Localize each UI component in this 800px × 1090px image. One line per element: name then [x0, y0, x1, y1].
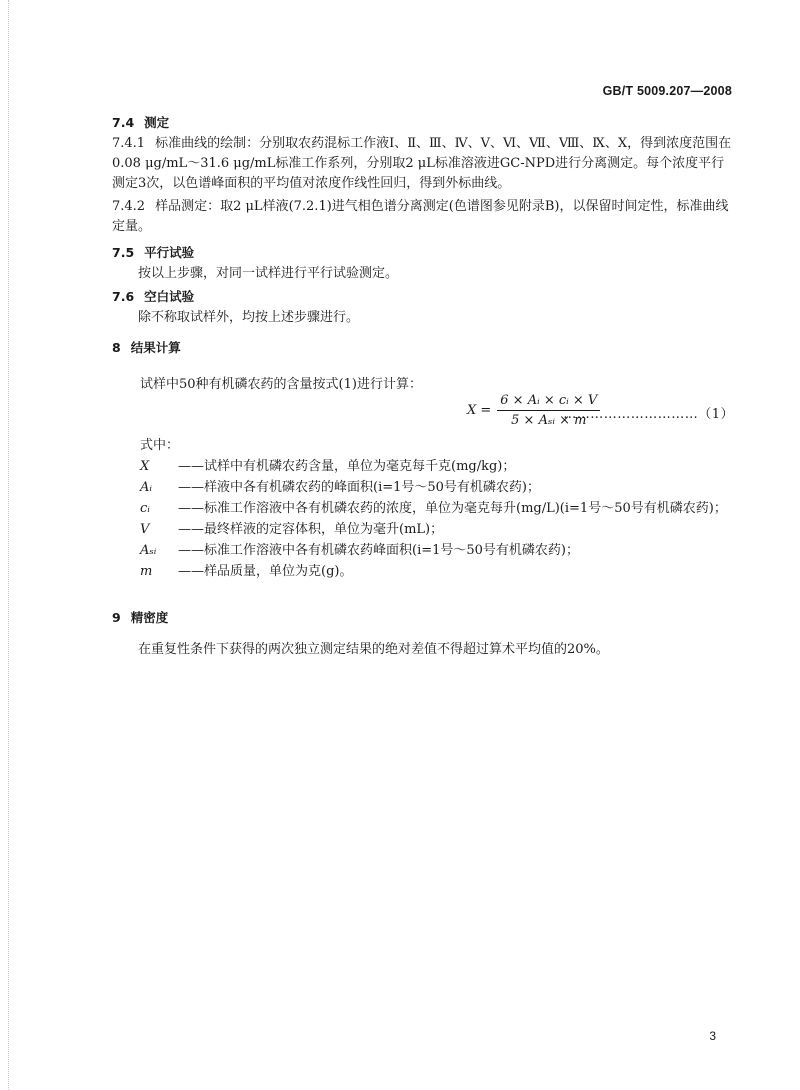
section-title: 精密度 [130, 610, 169, 625]
variable-description: 最终样液的定容体积，单位为毫升(mL)； [204, 522, 444, 537]
variable-symbol: V [140, 522, 150, 537]
scan-edge-dots [8, 0, 9, 1090]
section-7-5-text: 按以上步骤，对同一试样进行平行试验测定。 [138, 266, 399, 281]
formula-1 [112, 393, 734, 433]
section-9-heading [112, 608, 734, 628]
formula-lhs: X = [467, 403, 492, 418]
variable-dash: —— [178, 564, 204, 579]
variable-row [140, 540, 734, 561]
variable-dash: —— [178, 543, 204, 558]
variable-description: 样品质量，单位为克(g)。 [204, 564, 353, 579]
where-label: 式中： [140, 438, 180, 453]
section-number: 7.6 [112, 289, 135, 304]
variable-dash: —— [178, 480, 204, 495]
variable-description: 标准工作溶液中各有机磷农药峰面积(i=1号～50号有机磷农药)； [204, 543, 580, 558]
variable-row [140, 561, 734, 582]
variable-symbol: X [140, 459, 150, 474]
section-7-6-heading [112, 287, 734, 307]
variable-row [140, 456, 734, 477]
section-9-text: 在重复性条件下获得的两次独立测定结果的绝对差值不得超过算术平均值的20%。 [138, 642, 609, 657]
clause-text: 标准曲线的绘制：分别取农药混标工作液Ⅰ、Ⅱ、Ⅲ、Ⅳ、Ⅴ、Ⅵ、Ⅶ、Ⅷ、Ⅸ、Ⅹ，得到浓度范围在0.08 μg/mL～31.6 μg/mL标准工作系列，分别取2 μL标准溶液进GC-NPD进行分离测定。每个浓度平行测定3次，以色谱峰面积的平均值对浓度作线性回归，得到外标曲线。 [112, 136, 732, 191]
section-7-4-1 [112, 134, 734, 194]
section-title: 平行试验 [144, 245, 195, 260]
variable-row [140, 498, 734, 519]
section-number: 9 [112, 610, 121, 625]
section-title: 结果计算 [130, 340, 181, 355]
section-number: 7.5 [112, 245, 135, 260]
section-title: 测定 [144, 115, 170, 130]
variable-symbol: Aₛᵢ [140, 543, 157, 558]
formula-numerator: 6 × Aᵢ × cᵢ × V [497, 393, 600, 411]
variable-description: 标准工作溶液中各有机磷农药的浓度，单位为毫克每升(mg/L)(i=1号～50号有机磷农药)； [204, 501, 727, 516]
section-7-5-heading [112, 243, 734, 263]
variable-symbol: m [140, 564, 153, 579]
variable-row [140, 519, 734, 540]
variable-symbol: cᵢ [140, 501, 150, 516]
section-title: 空白试验 [144, 289, 195, 304]
clause-number: 7.4.2 [112, 199, 146, 214]
variable-symbol: Aᵢ [140, 480, 153, 495]
document-id: GB/T 5009.207—2008 [602, 84, 732, 98]
section-number: 8 [112, 340, 121, 355]
page-number: 3 [709, 1029, 716, 1043]
variable-description: 样液中各有机磷农药的峰面积(i=1号～50号有机磷农药)； [204, 480, 541, 495]
formula-denominator: 5 × Aₛᵢ × m [511, 413, 587, 428]
clause-text: 样品测定：取2 μL样液(7.2.1)进气相色谱分离测定(色谱图参见附录B)，以保留时间定性，标准曲线定量。 [112, 199, 729, 234]
section-7-4-heading [112, 113, 734, 133]
section-8-heading [112, 338, 734, 358]
equation-number: …………………………（1） [563, 407, 734, 422]
variable-dash: —— [178, 501, 204, 516]
variable-row [140, 477, 734, 498]
section-7-4-2 [112, 197, 734, 237]
clause-number: 7.4.1 [112, 136, 146, 151]
variable-description: 试样中有机磷农药含量，单位为毫克每千克(mg/kg)； [204, 459, 516, 474]
variable-dash: —— [178, 459, 204, 474]
variable-dash: —— [178, 522, 204, 537]
section-number: 7.4 [112, 115, 135, 130]
variable-definitions [140, 435, 734, 582]
formula-intro: 试样中50种有机磷农药的含量按式(1)进行计算： [140, 377, 422, 392]
section-7-6-text: 除不称取试样外，均按上述步骤进行。 [138, 310, 360, 325]
